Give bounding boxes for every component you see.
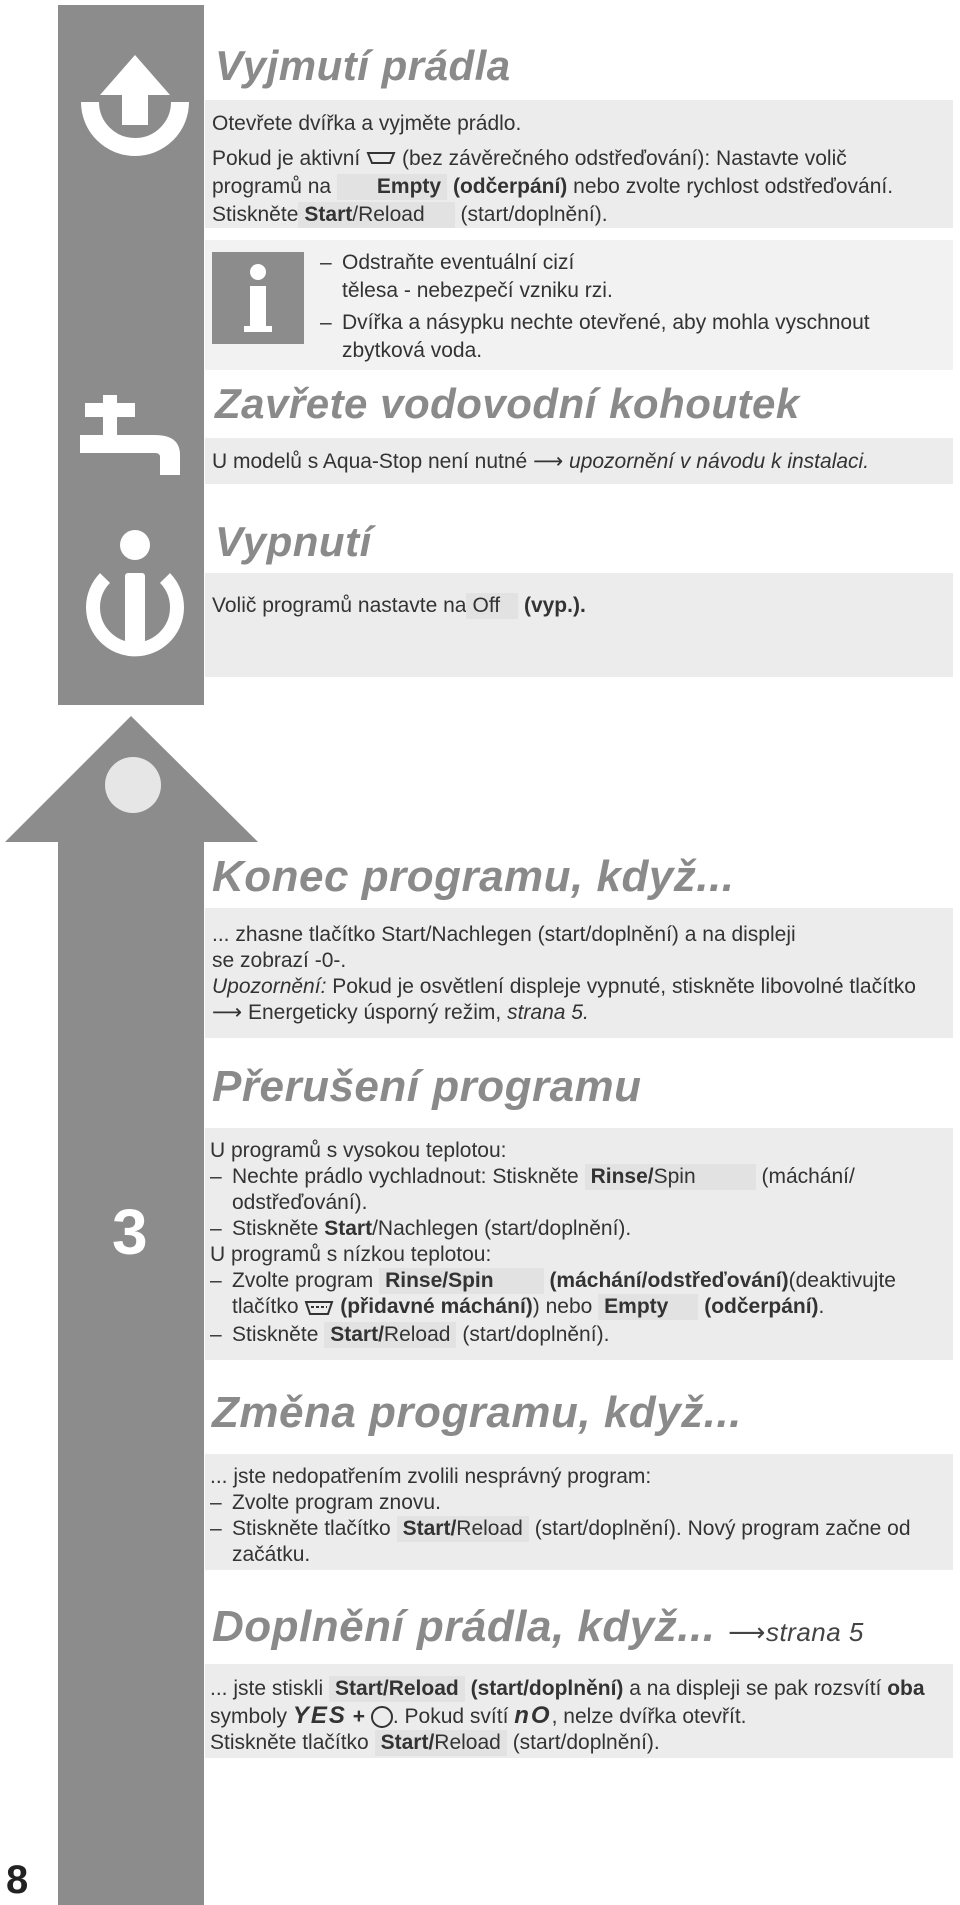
status-dot-icon (103, 755, 163, 815)
extra-rinse-icon (304, 1298, 334, 1316)
rinse-spin-chip: Rinse/Spin (585, 1164, 756, 1190)
no-symbol: nO (514, 1702, 552, 1729)
end-line4: ⟶ Energeticky úsporný režim, strana 5. (212, 1001, 589, 1024)
heading-ref: ⟶strana 5 (728, 1617, 864, 1647)
change-l2: – Zvolte program znovu. (210, 1491, 441, 1514)
yes-symbol: YES (292, 1702, 347, 1729)
empty-chip: Empty (337, 174, 447, 200)
switch-off-box (205, 573, 953, 677)
page-number: 8 (6, 1858, 29, 1902)
heading-interrupt: Přerušení programu (212, 1062, 642, 1111)
end-line3: Upozornění: Pokud je osvětlení displeje vypnuté, stiskněte libovolné tlačítko (212, 975, 916, 998)
heading-end-program: Konec programu, když... (212, 852, 735, 901)
arrow-ref-icon: ⟶ (212, 1001, 243, 1024)
heading-change: Změna programu, když... (212, 1388, 742, 1437)
heading-close-tap: Zavřete vodovodní kohoutek (215, 380, 800, 427)
interrupt-l8: – Stiskněte Start/Reload (start/doplnění). (210, 1323, 610, 1346)
change-l3: – Stiskněte tlačítko Start/Reload (start/doplnění). Nový program začne od (210, 1517, 911, 1540)
info-item-2b: zbytková voda. (342, 339, 483, 362)
off-chip: Off (466, 593, 518, 619)
change-l1: ... jste nedopatřením zvolili nesprávný program: (210, 1465, 652, 1488)
info-item-2: – Dvířka a násypku nechte otevřené, aby mohla vyschnout (320, 311, 870, 334)
start-reload-chip-4: Start/Reload (329, 1676, 465, 1702)
remove-line2: Pokud je aktivní (bez závěrečného odstřeďování): Nastavte volič (212, 147, 847, 170)
interrupt-l5: U programů s nízkou teplotou: (210, 1243, 492, 1266)
start-reload-chip-3: Start/Reload (397, 1516, 529, 1542)
unload-arrow-icon (70, 50, 200, 170)
heading-remove-laundry: Vyjmutí prádla (215, 42, 511, 89)
remove-line4: Stiskněte Start/Reload (start/doplnění). (212, 203, 608, 226)
no-spin-icon (366, 151, 396, 167)
remove-line1: Otevřete dvířka a vyjměte prádlo. (212, 112, 522, 135)
add-l1: ... jste stiskli Start/Reload (start/doplnění) a na displeji se pak rozsvítí oba (210, 1677, 925, 1700)
arrow-ref-icon: ⟶ (533, 450, 564, 473)
info-glyph-icon (212, 252, 304, 344)
interrupt-l4: – Stiskněte Start/Nachlegen (start/doplnění). (210, 1217, 632, 1240)
interrupt-l1: U programů s vysokou teplotou: (210, 1139, 507, 1162)
interrupt-l7: tlačítko (přidavné máchání)) nebo Empty (odčerpání). (232, 1295, 825, 1318)
start-reload-chip-5: Start/Reload (375, 1730, 507, 1756)
step-number: 3 (112, 1196, 148, 1268)
start-reload-chip: Start/Reload (298, 202, 454, 228)
info-item-1b: tělesa - nebezpečí vzniku rzi. (342, 279, 613, 302)
interrupt-l3: odstřeďování). (232, 1191, 368, 1214)
remove-line3: programů na Empty (odčerpání) nebo zvolte rychlost odstřeďování. (212, 175, 894, 198)
empty-chip-2: Empty (598, 1294, 698, 1320)
interrupt-l2: – Nechte prádlo vychladnout: Stiskněte Rinse/Spin (máchání/ (210, 1165, 855, 1188)
close-tap-text: U modelů s Aqua-Stop není nutné ⟶ upozornění v návodu k instalaci. (212, 450, 870, 473)
add-l3: Stiskněte tlačítko Start/Reload (start/doplnění). (210, 1731, 660, 1754)
info-box (205, 240, 953, 370)
power-off-icon (80, 528, 190, 658)
heading-switch-off: Vypnutí (215, 518, 372, 565)
info-icon (212, 252, 304, 344)
end-line2: se zobrazí -0-. (212, 949, 347, 972)
start-reload-chip-2: Start/Reload (324, 1322, 456, 1348)
info-item-1: – Odstraňte eventuální cizí (320, 251, 575, 274)
switch-off-text: Volič programů nastavte na Off (vyp.). (212, 594, 586, 617)
end-line1: ... zhasne tlačítko Start/Nachlegen (start/doplnění) a na displeji (212, 923, 796, 946)
heading-add-laundry: Doplnění prádla, když... ⟶strana 5 (212, 1602, 864, 1651)
add-l2: symboly YES + . Pokud svítí nO, nelze dvířka otevřít. (210, 1702, 747, 1729)
interrupt-l6: – Zvolte program Rinse/Spin (máchání/odstřeďování)(deaktivujte (210, 1269, 896, 1292)
arrow-ref-icon: ⟶ (728, 1617, 766, 1647)
door-lock-icon (371, 1706, 393, 1728)
water-tap-icon (75, 395, 195, 485)
change-l4: začátku. (232, 1543, 311, 1566)
rinse-spin-chip-2: Rinse/Spin (379, 1268, 544, 1294)
